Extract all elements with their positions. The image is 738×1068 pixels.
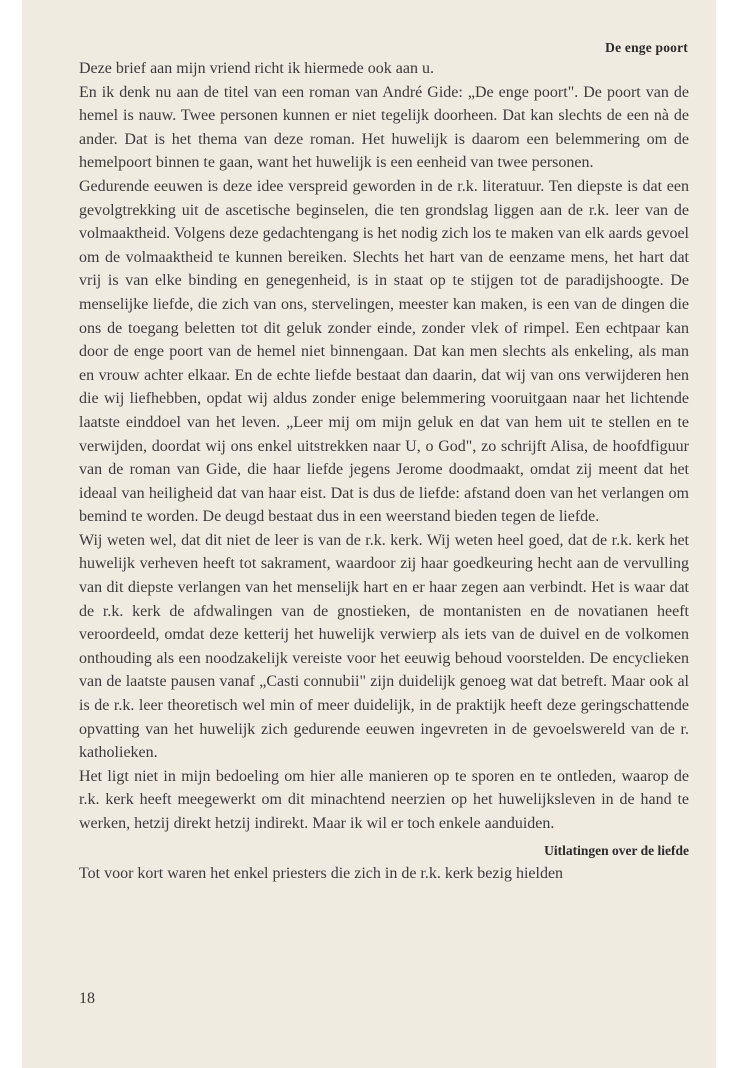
paragraph: Wij weten wel, dat dit niet de leer is van de r.k. kerk. Wij weten heel goed, dat de r.k. kerk het huwelijk verheven heeft tot sakrament, waardoor zij haar goedkeuring hecht aan de vervulling van dit diepste verlangen van het menselijk hart en er haar zegen aan verbindt. Het is waar dat de r.k. kerk de afdwalingen van de gnostieken, de montanisten en de novatianen heeft veroordeeld, omdat deze ketterij het huwelijk verwierp als iets van de duivel en de volkomen onthouding als een noodzakelijk vereiste voor het eeuwig behoud voorstelden. De encyclieken van de laatste pausen vanaf „Casti connubii" zijn duidelijk genoeg wat dat betreft. Maar ook al is de r.k. leer theoretisch wel min of meer duidelijk, in de praktijk heeft deze geringschattende opvatting van het huwelijk zich gedurende eeuwen ingevreten in de gevoelswereld van de r. katholieken.	[79, 531, 689, 762]
paragraph: Tot voor kort waren het enkel priesters die zich in de r.k. kerk bezig hielden	[79, 864, 564, 882]
section-subheading: Uitlatingen over de liefde	[544, 842, 689, 858]
paragraph: En ik denk nu aan de titel van een roman van André Gide: „De enge poort". De poort van de hemel is nauw. Twee personen kunnen er niet tegelijk doorheen. Dat kan slechts de een nà de ander. Dat is het thema van deze roman. Het huwelijk is daarom een belemmering om de hemelpoort binnen te gaan, want het huwelijk is een eenheid van twee personen.	[79, 83, 689, 172]
page-number: 18	[79, 990, 95, 1007]
paragraph: Gedurende eeuwen is deze idee verspreid geworden in de r.k. literatuur. Ten diepste is dat een gevolgtrekking uit de ascetische beginselen, die ten grondslag liggen aan de r.k. leer van de volmaaktheid. Volgens deze gedachtengang is het nodig zich los te maken van elk aards gevoel om de volmaaktheid te kunnen bereiken. Slechts het hart van de eenzame mens, het hart dat vrij is van elke binding en genegenheid, is in staat op te stijgen tot de paradijshoogte. De menselijke liefde, die zich van ons, stervelingen, meester kan maken, is een van de dingen die ons de toegang beletten tot dit geluk zonder einde, zonder vlek of rimpel. Een echtpaar kan door de enge poort van de hemel niet binnengaan. Dat kan men slechts als enkeling, als man en vrouw achter elkaar. En de echte liefde bestaat dan daarin, dat wij van ons verwijderen hen die wij liefhebben, opdat wij aldus zonder enige belemmering vooruitgaan naar het lichtende laatste einddoel van het leven. „Leer mij om mijn geluk en dat van hem uit te stellen en te verwijden, doordat wij ons enkel uitstrekken naar U, o God", zo schrijft Alisa, de hoofdfiguur van de roman van Gide, die haar liefde jegens Jerome doodmaakt, omdat zij meent dat het ideaal van heiligheid dat van haar eist. Dat is dus de liefde: afstand doen van het verlangen om bemind te worden. De deugd bestaat dus in een weerstand bieden tegen de liefde.	[79, 177, 689, 526]
book-page	[22, 0, 716, 1068]
running-head: De enge poort	[605, 40, 688, 55]
paragraph: Deze brief aan mijn vriend richt ik hiermede ook aan u.	[79, 60, 434, 77]
body-text	[79, 57, 689, 885]
paragraph: Het ligt niet in mijn bedoeling om hier alle manieren op te sporen en te ontleden, waarop de r.k. kerk heeft meegewerkt om dit minachtend neerzien op het huwelijksleven in de hand te werken, hetzij direkt hetzij indirekt. Maar ik wil er toch enkele aanduiden.	[79, 767, 689, 832]
